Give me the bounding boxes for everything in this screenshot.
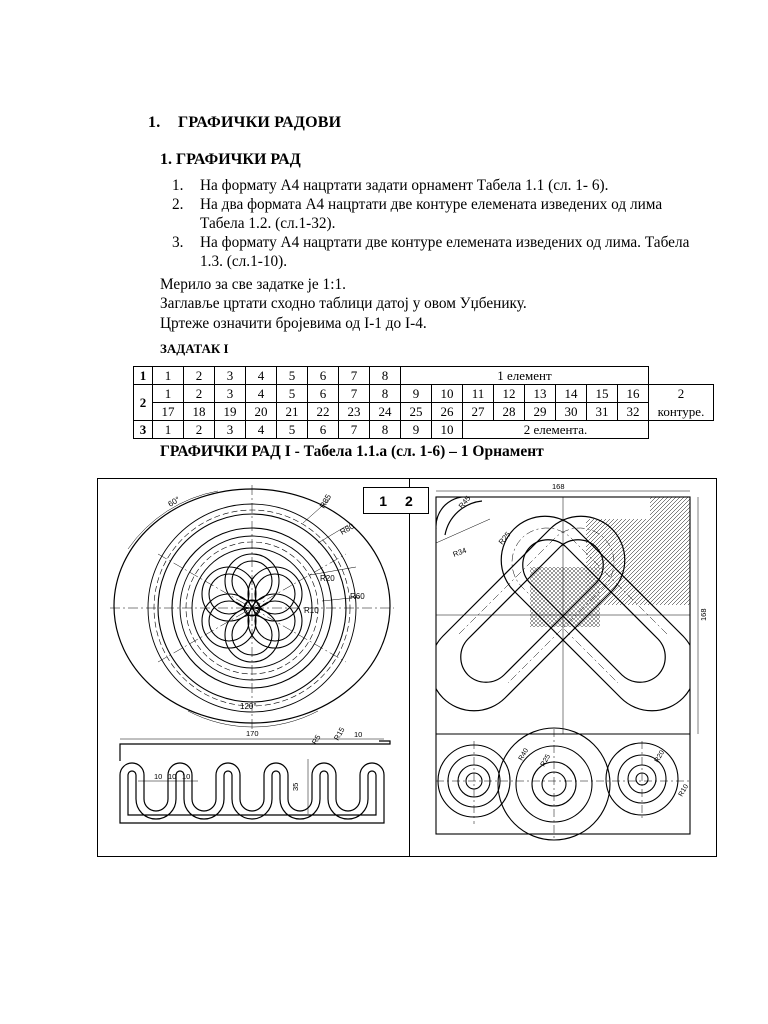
table-cell: 5 <box>277 367 308 385</box>
dim-label: 168 <box>699 608 708 621</box>
dim-label: 168 <box>552 482 565 491</box>
dim-label: R60 <box>350 592 365 601</box>
dim-label: R20 <box>320 574 335 583</box>
dim-label: R10 <box>304 606 319 615</box>
dim-label: R25 <box>496 529 513 547</box>
task-item: 3. На формату А4 нацртати две контуре елемената изведених од лима. Табела 1.3. (сл.1-10). <box>172 234 690 270</box>
table-note: 2 елемента. <box>463 421 649 439</box>
table-note: 2 <box>649 385 714 403</box>
dim-label: 10 <box>168 772 177 781</box>
ornament-drawing-left <box>98 479 409 856</box>
note-title-block: Заглавље цртати сходно таблици датој у овом Уџбенику. <box>160 295 527 312</box>
row-header: 2 <box>134 385 153 421</box>
table-note: контуре. <box>649 403 714 421</box>
ornament-drawing-right <box>410 479 716 856</box>
note-scale: Мерило за све задатке је 1:1. <box>160 276 346 293</box>
table-cell: 1 <box>153 367 184 385</box>
figure-caption: ГРАФИЧКИ РАД I - Табела 1.1.а (сл. 1-6) – 1 Орнамент <box>160 443 544 460</box>
dim-label: 10 <box>154 772 163 781</box>
table-cell: 2 <box>184 367 215 385</box>
table-row: 3 1 2 3 4 5 6 7 8 9 10 2 елемента. <box>134 421 714 439</box>
table-cell: 7 <box>339 367 370 385</box>
task-item: 1. На формату А4 нацртати задати орнамент Табела 1.1 (сл. 1- 6). <box>172 177 609 194</box>
note-numbering: Цртеже означити бројевима од I-1 до I-4. <box>160 315 427 332</box>
table-note: 1 елемент <box>401 367 649 385</box>
section-heading: 1. ГРАФИЧКИ РАД <box>160 151 301 168</box>
dim-label: R20 <box>653 749 667 764</box>
row-header: 1 <box>134 367 153 385</box>
table-cell: 3 <box>215 367 246 385</box>
dim-label: 35 <box>291 782 300 791</box>
dim-label: R25 <box>539 753 553 768</box>
table-row <box>134 367 714 385</box>
dim-label: R85 <box>317 492 334 510</box>
dim-label: 60° <box>166 494 182 509</box>
dim-label: R10 <box>677 783 691 798</box>
table-row: 17 18 19 20 21 22 23 24 25 26 27 28 29 30 31 32 контуре. <box>134 403 714 421</box>
assignment-table <box>133 366 714 439</box>
heading-number: 1. <box>148 114 161 131</box>
dim-label: 10 <box>354 730 363 739</box>
dim-label: 170 <box>246 729 259 738</box>
task-label: ЗАДАТАК I <box>160 341 229 356</box>
heading-title: ГРАФИЧКИ РАДОВИ <box>178 114 342 131</box>
figure-label: 1 <box>379 492 387 509</box>
table-cell: 6 <box>308 367 339 385</box>
dim-label: R34 <box>451 545 468 559</box>
dim-label: R40 <box>517 747 531 762</box>
task-list <box>160 176 700 271</box>
dim-label: R80 <box>338 521 356 537</box>
dim-label: R45 <box>456 493 473 511</box>
table-cell: 4 <box>246 367 277 385</box>
page-heading <box>148 114 341 132</box>
table-row: 2 1 2 3 4 5 6 7 8 9 10 11 12 13 14 15 16 2 <box>134 385 714 403</box>
row-header: 3 <box>134 421 153 439</box>
figure-label-box <box>363 487 429 514</box>
dim-label: R5 <box>309 733 323 746</box>
figure-label: 2 <box>405 492 413 509</box>
table-cell: 8 <box>370 367 401 385</box>
dim-label: R15 <box>331 725 347 742</box>
task-item: 2. На два формата А4 нацртати две контуре елемената изведених од лима Табела 1.2. (сл.1-32). <box>172 196 663 232</box>
dim-label: 120° <box>240 702 257 711</box>
dim-label: 10 <box>182 772 191 781</box>
